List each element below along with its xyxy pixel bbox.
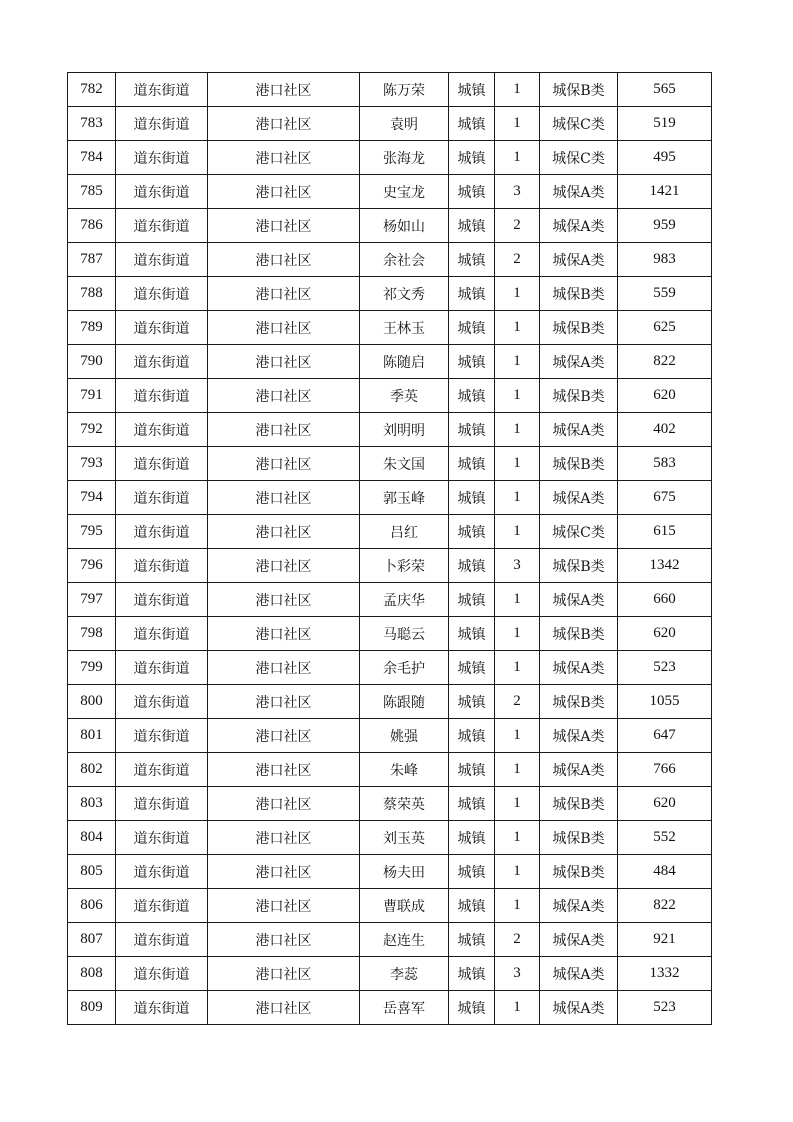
category-cell: 城保B类	[540, 787, 618, 821]
category-cell: 城保A类	[540, 345, 618, 379]
table-row	[68, 481, 712, 515]
table-row	[68, 73, 712, 107]
category-cell: 城保C类	[540, 141, 618, 175]
category-cell: 城保B类	[540, 311, 618, 345]
person-name-cell: 张海龙	[360, 141, 449, 175]
row-number-cell: 809	[68, 991, 116, 1025]
table-row	[68, 447, 712, 481]
amount-cell: 983	[618, 243, 712, 277]
amount-cell: 484	[618, 855, 712, 889]
street-cell: 道东街道	[116, 617, 208, 651]
street-cell: 道东街道	[116, 685, 208, 719]
table-row	[68, 379, 712, 413]
amount-cell: 620	[618, 787, 712, 821]
row-number-cell: 791	[68, 379, 116, 413]
assistance-table	[67, 72, 712, 1025]
street-cell: 道东街道	[116, 821, 208, 855]
street-cell: 道东街道	[116, 481, 208, 515]
area-type-cell: 城镇	[449, 787, 495, 821]
household-size-cell: 3	[495, 549, 540, 583]
household-size-cell: 1	[495, 787, 540, 821]
community-cell: 港口社区	[208, 549, 360, 583]
community-cell: 港口社区	[208, 617, 360, 651]
person-name-cell: 杨如山	[360, 209, 449, 243]
household-size-cell: 1	[495, 855, 540, 889]
person-name-cell: 李蕊	[360, 957, 449, 991]
row-number-cell: 796	[68, 549, 116, 583]
row-number-cell: 806	[68, 889, 116, 923]
community-cell: 港口社区	[208, 821, 360, 855]
area-type-cell: 城镇	[449, 175, 495, 209]
household-size-cell: 1	[495, 447, 540, 481]
category-cell: 城保A类	[540, 923, 618, 957]
community-cell: 港口社区	[208, 889, 360, 923]
category-cell: 城保B类	[540, 447, 618, 481]
category-cell: 城保B类	[540, 73, 618, 107]
household-size-cell: 1	[495, 651, 540, 685]
household-size-cell: 1	[495, 277, 540, 311]
community-cell: 港口社区	[208, 651, 360, 685]
area-type-cell: 城镇	[449, 277, 495, 311]
row-number-cell: 787	[68, 243, 116, 277]
person-name-cell: 刘玉英	[360, 821, 449, 855]
row-number-cell: 801	[68, 719, 116, 753]
area-type-cell: 城镇	[449, 311, 495, 345]
community-cell: 港口社区	[208, 413, 360, 447]
amount-cell: 495	[618, 141, 712, 175]
amount-cell: 766	[618, 753, 712, 787]
person-name-cell: 朱文国	[360, 447, 449, 481]
area-type-cell: 城镇	[449, 957, 495, 991]
community-cell: 港口社区	[208, 447, 360, 481]
amount-cell: 559	[618, 277, 712, 311]
area-type-cell: 城镇	[449, 923, 495, 957]
area-type-cell: 城镇	[449, 991, 495, 1025]
household-size-cell: 1	[495, 73, 540, 107]
person-name-cell: 祁文秀	[360, 277, 449, 311]
household-size-cell: 2	[495, 243, 540, 277]
amount-cell: 402	[618, 413, 712, 447]
person-name-cell: 陈万荣	[360, 73, 449, 107]
household-size-cell: 1	[495, 617, 540, 651]
table-row	[68, 107, 712, 141]
community-cell: 港口社区	[208, 753, 360, 787]
amount-cell: 1332	[618, 957, 712, 991]
household-size-cell: 3	[495, 175, 540, 209]
household-size-cell: 2	[495, 209, 540, 243]
person-name-cell: 曹联成	[360, 889, 449, 923]
area-type-cell: 城镇	[449, 447, 495, 481]
area-type-cell: 城镇	[449, 549, 495, 583]
table-row	[68, 277, 712, 311]
row-number-cell: 792	[68, 413, 116, 447]
household-size-cell: 1	[495, 413, 540, 447]
row-number-cell: 797	[68, 583, 116, 617]
household-size-cell: 1	[495, 481, 540, 515]
area-type-cell: 城镇	[449, 243, 495, 277]
street-cell: 道东街道	[116, 243, 208, 277]
row-number-cell: 798	[68, 617, 116, 651]
table-row	[68, 583, 712, 617]
community-cell: 港口社区	[208, 685, 360, 719]
category-cell: 城保B类	[540, 855, 618, 889]
table-row	[68, 311, 712, 345]
community-cell: 港口社区	[208, 107, 360, 141]
street-cell: 道东街道	[116, 991, 208, 1025]
category-cell: 城保A类	[540, 175, 618, 209]
street-cell: 道东街道	[116, 787, 208, 821]
table-row	[68, 753, 712, 787]
person-name-cell: 袁明	[360, 107, 449, 141]
street-cell: 道东街道	[116, 583, 208, 617]
street-cell: 道东街道	[116, 923, 208, 957]
table-row	[68, 175, 712, 209]
household-size-cell: 3	[495, 957, 540, 991]
table-row	[68, 549, 712, 583]
street-cell: 道东街道	[116, 277, 208, 311]
area-type-cell: 城镇	[449, 107, 495, 141]
table-row	[68, 515, 712, 549]
community-cell: 港口社区	[208, 243, 360, 277]
table-row	[68, 719, 712, 753]
community-cell: 港口社区	[208, 345, 360, 379]
row-number-cell: 795	[68, 515, 116, 549]
area-type-cell: 城镇	[449, 73, 495, 107]
community-cell: 港口社区	[208, 515, 360, 549]
area-type-cell: 城镇	[449, 515, 495, 549]
community-cell: 港口社区	[208, 583, 360, 617]
community-cell: 港口社区	[208, 923, 360, 957]
area-type-cell: 城镇	[449, 379, 495, 413]
row-number-cell: 807	[68, 923, 116, 957]
category-cell: 城保A类	[540, 719, 618, 753]
row-number-cell: 794	[68, 481, 116, 515]
row-number-cell: 789	[68, 311, 116, 345]
street-cell: 道东街道	[116, 209, 208, 243]
street-cell: 道东街道	[116, 73, 208, 107]
category-cell: 城保B类	[540, 617, 618, 651]
person-name-cell: 孟庆华	[360, 583, 449, 617]
person-name-cell: 郭玉峰	[360, 481, 449, 515]
category-cell: 城保B类	[540, 379, 618, 413]
person-name-cell: 朱峰	[360, 753, 449, 787]
street-cell: 道东街道	[116, 447, 208, 481]
street-cell: 道东街道	[116, 413, 208, 447]
area-type-cell: 城镇	[449, 719, 495, 753]
area-type-cell: 城镇	[449, 889, 495, 923]
community-cell: 港口社区	[208, 277, 360, 311]
table-row	[68, 617, 712, 651]
person-name-cell: 岳喜军	[360, 991, 449, 1025]
household-size-cell: 1	[495, 311, 540, 345]
street-cell: 道东街道	[116, 515, 208, 549]
household-size-cell: 1	[495, 379, 540, 413]
person-name-cell: 陈随启	[360, 345, 449, 379]
category-cell: 城保B类	[540, 549, 618, 583]
amount-cell: 620	[618, 617, 712, 651]
amount-cell: 552	[618, 821, 712, 855]
street-cell: 道东街道	[116, 175, 208, 209]
category-cell: 城保A类	[540, 583, 618, 617]
amount-cell: 647	[618, 719, 712, 753]
table-row	[68, 243, 712, 277]
amount-cell: 523	[618, 651, 712, 685]
row-number-cell: 790	[68, 345, 116, 379]
table-row	[68, 685, 712, 719]
row-number-cell: 808	[68, 957, 116, 991]
table-row	[68, 855, 712, 889]
row-number-cell: 800	[68, 685, 116, 719]
table-row	[68, 787, 712, 821]
street-cell: 道东街道	[116, 719, 208, 753]
amount-cell: 959	[618, 209, 712, 243]
row-number-cell: 799	[68, 651, 116, 685]
household-size-cell: 1	[495, 821, 540, 855]
area-type-cell: 城镇	[449, 413, 495, 447]
table-row	[68, 957, 712, 991]
table-row	[68, 821, 712, 855]
person-name-cell: 刘明明	[360, 413, 449, 447]
amount-cell: 519	[618, 107, 712, 141]
category-cell: 城保B类	[540, 277, 618, 311]
street-cell: 道东街道	[116, 141, 208, 175]
community-cell: 港口社区	[208, 141, 360, 175]
street-cell: 道东街道	[116, 311, 208, 345]
area-type-cell: 城镇	[449, 651, 495, 685]
category-cell: 城保A类	[540, 209, 618, 243]
person-name-cell: 陈跟随	[360, 685, 449, 719]
category-cell: 城保B类	[540, 821, 618, 855]
category-cell: 城保C类	[540, 107, 618, 141]
household-size-cell: 1	[495, 719, 540, 753]
household-size-cell: 1	[495, 753, 540, 787]
person-name-cell: 余社会	[360, 243, 449, 277]
amount-cell: 523	[618, 991, 712, 1025]
community-cell: 港口社区	[208, 719, 360, 753]
amount-cell: 565	[618, 73, 712, 107]
community-cell: 港口社区	[208, 481, 360, 515]
area-type-cell: 城镇	[449, 481, 495, 515]
area-type-cell: 城镇	[449, 685, 495, 719]
category-cell: 城保C类	[540, 515, 618, 549]
household-size-cell: 1	[495, 889, 540, 923]
household-size-cell: 1	[495, 515, 540, 549]
category-cell: 城保A类	[540, 481, 618, 515]
person-name-cell: 卜彩荣	[360, 549, 449, 583]
person-name-cell: 赵连生	[360, 923, 449, 957]
row-number-cell: 784	[68, 141, 116, 175]
street-cell: 道东街道	[116, 753, 208, 787]
row-number-cell: 782	[68, 73, 116, 107]
community-cell: 港口社区	[208, 73, 360, 107]
household-size-cell: 1	[495, 583, 540, 617]
table-body	[68, 73, 712, 1025]
amount-cell: 822	[618, 345, 712, 379]
amount-cell: 620	[618, 379, 712, 413]
area-type-cell: 城镇	[449, 141, 495, 175]
row-number-cell: 803	[68, 787, 116, 821]
community-cell: 港口社区	[208, 379, 360, 413]
category-cell: 城保A类	[540, 243, 618, 277]
row-number-cell: 793	[68, 447, 116, 481]
person-name-cell: 蔡荣英	[360, 787, 449, 821]
table-row	[68, 141, 712, 175]
table-row	[68, 889, 712, 923]
street-cell: 道东街道	[116, 855, 208, 889]
row-number-cell: 783	[68, 107, 116, 141]
table-row	[68, 651, 712, 685]
table-row	[68, 991, 712, 1025]
amount-cell: 1055	[618, 685, 712, 719]
area-type-cell: 城镇	[449, 209, 495, 243]
category-cell: 城保A类	[540, 753, 618, 787]
category-cell: 城保B类	[540, 685, 618, 719]
community-cell: 港口社区	[208, 991, 360, 1025]
amount-cell: 625	[618, 311, 712, 345]
person-name-cell: 季英	[360, 379, 449, 413]
row-number-cell: 786	[68, 209, 116, 243]
household-size-cell: 1	[495, 107, 540, 141]
area-type-cell: 城镇	[449, 583, 495, 617]
row-number-cell: 802	[68, 753, 116, 787]
street-cell: 道东街道	[116, 107, 208, 141]
amount-cell: 1421	[618, 175, 712, 209]
area-type-cell: 城镇	[449, 855, 495, 889]
amount-cell: 615	[618, 515, 712, 549]
amount-cell: 822	[618, 889, 712, 923]
household-size-cell: 1	[495, 345, 540, 379]
person-name-cell: 姚强	[360, 719, 449, 753]
community-cell: 港口社区	[208, 787, 360, 821]
street-cell: 道东街道	[116, 889, 208, 923]
row-number-cell: 785	[68, 175, 116, 209]
person-name-cell: 余毛护	[360, 651, 449, 685]
street-cell: 道东街道	[116, 549, 208, 583]
amount-cell: 921	[618, 923, 712, 957]
table-row	[68, 345, 712, 379]
row-number-cell: 788	[68, 277, 116, 311]
person-name-cell: 杨夫田	[360, 855, 449, 889]
table-row	[68, 413, 712, 447]
household-size-cell: 2	[495, 923, 540, 957]
household-size-cell: 1	[495, 991, 540, 1025]
amount-cell: 675	[618, 481, 712, 515]
area-type-cell: 城镇	[449, 345, 495, 379]
person-name-cell: 马聪云	[360, 617, 449, 651]
amount-cell: 1342	[618, 549, 712, 583]
area-type-cell: 城镇	[449, 821, 495, 855]
community-cell: 港口社区	[208, 957, 360, 991]
area-type-cell: 城镇	[449, 753, 495, 787]
community-cell: 港口社区	[208, 209, 360, 243]
street-cell: 道东街道	[116, 379, 208, 413]
household-size-cell: 2	[495, 685, 540, 719]
person-name-cell: 吕红	[360, 515, 449, 549]
row-number-cell: 805	[68, 855, 116, 889]
person-name-cell: 史宝龙	[360, 175, 449, 209]
household-size-cell: 1	[495, 141, 540, 175]
area-type-cell: 城镇	[449, 617, 495, 651]
street-cell: 道东街道	[116, 957, 208, 991]
row-number-cell: 804	[68, 821, 116, 855]
category-cell: 城保A类	[540, 957, 618, 991]
table-row	[68, 209, 712, 243]
amount-cell: 583	[618, 447, 712, 481]
street-cell: 道东街道	[116, 345, 208, 379]
amount-cell: 660	[618, 583, 712, 617]
person-name-cell: 王林玉	[360, 311, 449, 345]
category-cell: 城保A类	[540, 889, 618, 923]
category-cell: 城保A类	[540, 991, 618, 1025]
street-cell: 道东街道	[116, 651, 208, 685]
community-cell: 港口社区	[208, 855, 360, 889]
community-cell: 港口社区	[208, 175, 360, 209]
table-row	[68, 923, 712, 957]
community-cell: 港口社区	[208, 311, 360, 345]
category-cell: 城保A类	[540, 651, 618, 685]
category-cell: 城保A类	[540, 413, 618, 447]
